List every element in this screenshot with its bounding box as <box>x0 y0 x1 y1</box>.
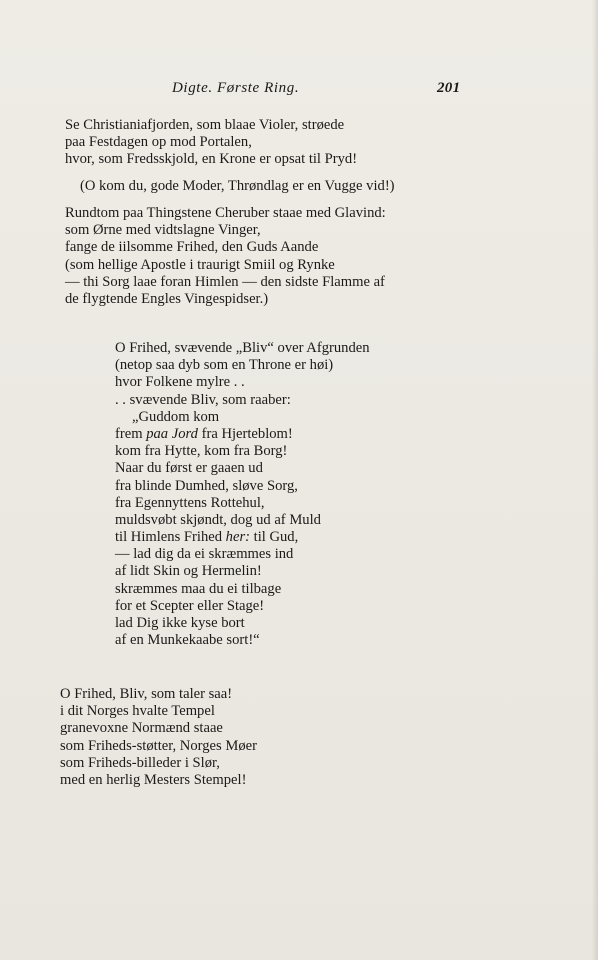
verse-line: Se Christianiafjorden, som blaae Violer, strøede <box>65 117 345 133</box>
verse-line: granevoxne Normænd staae <box>60 720 223 737</box>
verse-line: lad Dig ikke kyse bort <box>115 615 245 631</box>
verse-line: skræmmes maa du ei tilbage <box>115 580 282 597</box>
verse-line: (netop saa dyb som en Throne er høi) <box>115 357 334 374</box>
stanza-1 <box>65 117 357 169</box>
verse-line: paa Festdagen op mod Portalen, <box>65 134 252 151</box>
verse-line: i dit Norges hvalte Tempel <box>60 703 215 720</box>
verse-line: hvor Folkene mylre . . <box>115 374 245 391</box>
verse-line: O Frihed, svævende „Bliv“ over Afgrunden <box>115 340 370 356</box>
verse-line: som Friheds-støtter, Norges Møer <box>60 737 257 754</box>
verse-line: af lidt Skin og Hermelin! <box>115 563 262 580</box>
verse-line: — thi Sorg laae foran Himlen — den sidste Flamme af <box>65 273 385 290</box>
verse-line: som Ørne med vidtslagne Vinger, <box>65 222 261 239</box>
verse-line: O Frihed, Bliv, som taler saa! <box>60 686 233 702</box>
verse-line: som Friheds-billeder i Slør, <box>60 754 220 771</box>
verse-line: fra Egennyttens Rottehul, <box>115 494 265 511</box>
verse-line: Rundtom paa Thingstene Cheruber staae med Glavind: <box>65 205 386 221</box>
page-edge-shadow <box>592 0 598 960</box>
verse-line: Naar du først er gaaen ud <box>115 460 263 477</box>
verse-line: til Himlens Frihed her: til Gud, <box>115 529 299 546</box>
verse-line: muldsvøbt skjøndt, dog ud af Muld <box>115 511 321 528</box>
stanza-5 <box>60 686 257 789</box>
verse-line: hvor, som Fredsskjold, en Krone er opsat til Pryd! <box>65 151 358 168</box>
page-number: 201 <box>437 80 461 96</box>
verse-line: fange de iilsomme Frihed, den Guds Aande <box>65 239 319 256</box>
verse-line: de flygtende Engles Vingespidser.) <box>65 290 269 307</box>
verse-line: med en herlig Mesters Stempel! <box>60 771 247 788</box>
verse-line: (som hellige Apostle i traurigt Smiil og Rynke <box>65 256 335 273</box>
running-header <box>0 80 598 102</box>
verse-line: „Guddom kom <box>132 408 220 425</box>
verse-line: af en Munkekaabe sort!“ <box>115 632 260 649</box>
verse-line: kom fra Hytte, kom fra Borg! <box>115 443 288 460</box>
verse-line: for et Scepter eller Stage! <box>115 597 265 614</box>
running-title: Digte. Første Ring. <box>172 80 300 96</box>
stanza-3 <box>65 205 386 308</box>
verse-line: — lad dig da ei skræmmes ind <box>115 546 294 563</box>
verse-line: . . svævende Bliv, som raaber: <box>115 391 291 408</box>
stanza-4 <box>115 340 370 649</box>
verse-line: (O kom du, gode Moder, Thrøndlag er en Vugge vid!) <box>80 178 395 194</box>
verse-line: frem paa Jord fra Hjerteblom! <box>115 425 293 442</box>
verse-line: fra blinde Dumhed, sløve Sorg, <box>115 477 298 494</box>
stanza-2 <box>80 178 395 195</box>
